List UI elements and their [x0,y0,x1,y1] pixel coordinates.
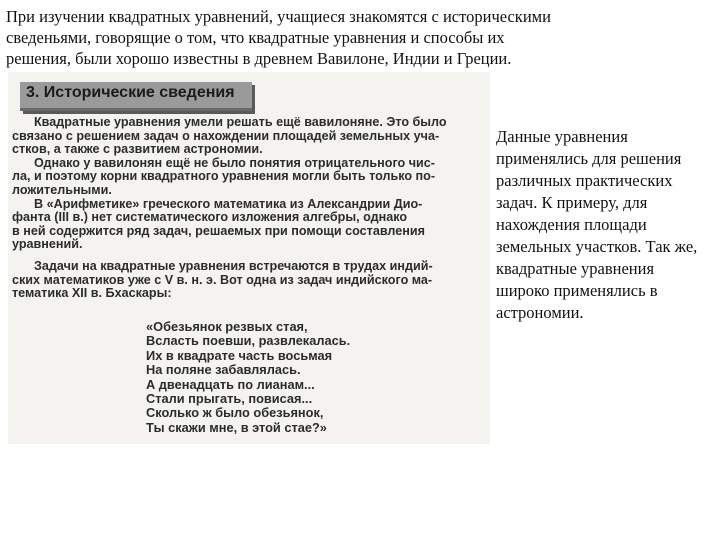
intro-line: сведеньями, говорящие о том, что квадратные уравнения и способы их [6,28,505,47]
side-note-line: квадратные уравнения [496,259,655,278]
intro-line: решения, были хорошо известны в древнем Вавилоне, Индии и Греции. [6,49,512,68]
poem-line: «Обезьянок резвых стая, [146,319,308,334]
poem-line: На поляне забавлялась. [146,362,301,378]
section-header-banner [20,82,252,111]
textbook-line: ских математиков уже с V в. н. э. Вот одна из задач индийского ма- [12,273,433,287]
side-note-line: нахождения площади [496,215,647,234]
intro-line: При изучении квадратных уравнений, учащиеся знакомятся с историческими [6,7,551,26]
textbook-line: уравнений. [12,238,83,252]
side-note-line: задач. К примеру, для [496,193,648,212]
textbook-line: ложительными. [12,183,112,197]
side-note-line: широко применялись в [496,281,658,300]
textbook-body [12,116,486,301]
poem-line: Сколько ж было обезьянок, [146,405,324,421]
textbook-line: в ней содержится ряд задач, решаемых при помощи составления [12,224,425,238]
textbook-line: Квадратные уравнения умели решать ещё вавилоняне. Это было [34,116,447,129]
intro-paragraph [6,6,711,69]
poem-line: Их в квадрате часть восьмая [146,347,333,363]
textbook-line: стков, а также с развитием астрономии. [12,143,263,157]
textbook-line: тематика XII в. Бхаскары: [12,287,172,301]
side-note-line: Данные уравнения [496,127,628,146]
textbook-line: Задачи на квадратные уравнения встречаются в трудах индий- [34,259,433,273]
textbook-scan [8,72,490,444]
textbook-line: Однако у вавилонян ещё не было понятия отрицательного чис- [34,156,436,170]
side-note-line: земельных участков. Так же, [496,237,698,256]
textbook-line: ла, и поэтому корни квадратного уравнения могли быть только по- [12,170,436,184]
side-note [496,126,716,324]
textbook-line: фанта (III в.) нет систематического изложения алгебры, однако [12,211,408,225]
side-note-line: различных практических [496,171,673,190]
section-header-title: 3. Исторические сведения [26,84,235,101]
side-note-line: применялись для решения [496,149,682,168]
textbook-line: связано с решением задач о нахождении площадей земельных уча- [12,129,440,143]
poem-line: Стали прыгать, повисая... [146,391,313,407]
poem-line: А двенадцать по лианам... [146,376,315,392]
bhaskara-poem [146,320,350,435]
side-note-line: астрономии. [496,303,584,322]
poem-line: Ты скажи мне, в этой стае?» [146,419,327,435]
textbook-line: В «Арифметике» греческого математика из Александрии Дио- [34,197,423,211]
poem-line: Всласть поевши, развлекалась. [146,333,351,349]
